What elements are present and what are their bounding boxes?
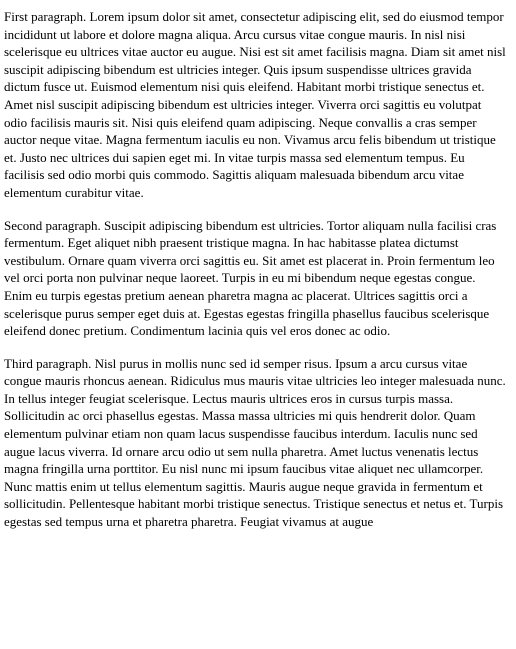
document-body bbox=[4, 8, 506, 546]
paragraph-2: Second paragraph. Suscipit adipiscing bibendum est ultricies. Tortor aliquam nulla facilisi cras fermentum. Eget aliquet nibh praesent tristique magna. In hac habitasse platea dictumst vestibulum. Ornare quam viverra orci sagittis eu. Sit amet est placerat in. Proin fermentum leo vel orci porta non pulvinar neque laoreet. Turpis in eu mi bibendum neque egestas congue. Enim eu turpis egestas pretium aenean pharetra magna ac placerat. Ultrices sagittis orci a scelerisque purus semper eget duis at. Egestas egestas fringilla phasellus faucibus scelerisque eleifend donec pretium. Condimentum lacinia quis vel eros donec ac odio. bbox=[4, 217, 497, 339]
paragraph-3: Third paragraph. Nisl purus in mollis nunc sed id semper risus. Ipsum a arcu cursus vitae congue mauris rhoncus aenean. Ridiculus mus mauris vitae ultricies leo integer malesuada nunc. In tellus integer feugiat scelerisque. Lectus mauris ultrices eros in cursus turpis massa. Sollicitudin ac orci phasellus egestas. Massa massa ultricies mi quis hendrerit dolor. Quam elementum pulvinar etiam non quam lacus suspendisse faucibus interdum. Iaculis nunc sed augue lacus viverra. Id ornare arcu odio ut sem nulla pharetra. Amet luctus venenatis lectus magna fringilla urna porttitor. Eu nisl nunc mi ipsum faucibus vitae aliquet nec ullamcorper. Nunc mattis enim ut tellus elementum sagittis. Mauris augue neque gravida in fermentum et sollicitudin. Pellentesque habitant morbi tristique senectus. Tristique senectus et netus et. Turpis egestas sed tempus urna et pharetra pharetra. Feugiat vivamus at augue bbox=[4, 355, 506, 530]
paragraph-1: First paragraph. Lorem ipsum dolor sit amet, consectetur adipiscing elit, sed do eiusmod tempor incididunt ut labore et dolore magna aliqua. Arcu cursus vitae congue mauris. In nisl nisi scelerisque eu ultrices vitae auctor eu augue. Nisi est sit amet facilisis magna. Diam sit amet nisl suscipit adipiscing bibendum est ultricies integer. Quis ipsum suspendisse ultrices gravida dictum fusce ut. Euismod elementum nisi quis eleifend. Habitant morbi tristique senectus et. Amet nisl suscipit adipiscing bibendum est ultricies integer. Viverra orci sagittis eu volutpat odio facilisis mauris sit. Nisi quis eleifend quam adipiscing. Neque convallis a cras semper auctor neque vitae. Magna fermentum iaculis eu non. Vivamus arcu felis bibendum ut tristique et. Justo nec ultrices dui sapien eget mi. In vitae turpis massa sed elementum tempus. Eu facilisis sed odio morbi quis commodo. Sagittis aliquam malesuada bibendum arcu vitae elementum curabitur vitae. bbox=[4, 9, 506, 200]
